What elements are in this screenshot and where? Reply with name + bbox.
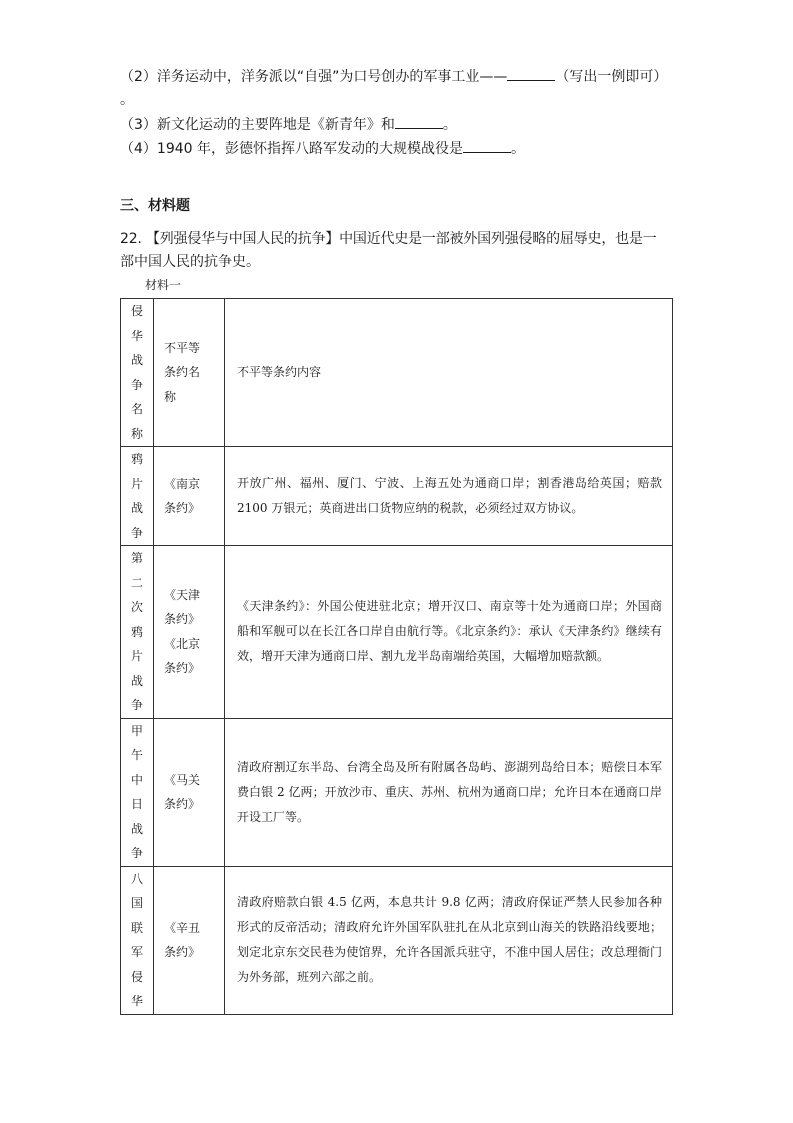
cell-war: 鸦片战争: [121, 447, 154, 546]
question-3: [120, 114, 457, 135]
cell-war: 甲午中日战争: [121, 718, 154, 866]
table-row: [121, 546, 673, 719]
answer-blank-2: [507, 66, 555, 81]
cell-content: 开放广州、福州、厦门、宁波、上海五处为通商口岸；割香港岛给英国；赔款 2100 万银元；英商进出口货物应纳的税款，必须经过双方协议。: [225, 447, 673, 546]
question-2-suffix: （写出一例即可）: [555, 69, 668, 85]
section-title: 三、材料题: [120, 198, 190, 214]
question-2-text: （2）洋务运动中，洋务派以“自强”为口号创办的军事工业——: [120, 69, 508, 85]
cell-content: 《天津条约》：外国公使进驻北京；增开汉口、南京等十处为通商口岸；外国商船和军舰可以在长江各口岸自由航行等。《北京条约》：承认《天津条约》继续有效，增开天津为通商口岸、割九龙半岛南端给英国，大幅增加赔款额。: [225, 546, 673, 719]
question-4: [120, 138, 525, 159]
cell-treaty: 《南京条约》: [154, 447, 225, 546]
question-4-suffix: 。: [511, 141, 525, 157]
question-22-line-1: 22. 【列强侵华与中国人民的抗争】中国近代史是一部被外国列强侵略的屈辱史，也是一: [120, 231, 657, 247]
header-treaty: 不平等条约名称: [154, 299, 225, 447]
question-2: [120, 66, 667, 87]
cell-war: 第二次鸦片战争: [121, 546, 154, 719]
treaty-table: [120, 298, 673, 1015]
header-war: 侵华战争名称: [121, 299, 154, 447]
table-header-row: [121, 299, 673, 447]
cell-treaty: 《天津条约》《北京条约》: [154, 546, 225, 719]
cell-war: 八国联军侵华: [121, 866, 154, 1014]
cell-treaty: 《辛丑条约》: [154, 866, 225, 1014]
answer-blank-4: [463, 138, 511, 153]
cell-content: 清政府割辽东半岛、台湾全岛及所有附属各岛屿、澎湖列岛给日本；赔偿日本军费白银 2 亿两；开放沙市、重庆、苏州、杭州为通商口岸；允许日本在通商口岸开设工厂等。: [225, 718, 673, 866]
answer-blank-3: [395, 114, 443, 129]
question-3-text: （3）新文化运动的主要阵地是《新青年》和: [120, 117, 395, 133]
question-2-tail: 。: [120, 92, 134, 108]
cell-treaty: 《马关条约》: [154, 718, 225, 866]
question-3-suffix: 。: [442, 117, 457, 133]
material-label: 材料一: [145, 278, 182, 292]
header-content: 不平等条约内容: [225, 299, 673, 447]
question-4-text: （4）1940 年，彭德怀指挥八路军发动的大规模战役是: [120, 141, 463, 157]
question-22-line-2: 部中国人民的抗争史。: [120, 254, 260, 270]
table-row: [121, 447, 673, 546]
cell-content: 清政府赔款白银 4.5 亿两，本息共计 9.8 亿两；清政府保证严禁人民参加各种形式的反帝活动；清政府允许外国军队驻扎在从北京到山海关的铁路沿线要地；划定北京东交民巷为使馆界，允许各国派兵驻守，不准中国人居住；改总理衙门为外务部，班列六部之前。: [225, 866, 673, 1014]
table-row: [121, 718, 673, 866]
table-row: [121, 866, 673, 1014]
